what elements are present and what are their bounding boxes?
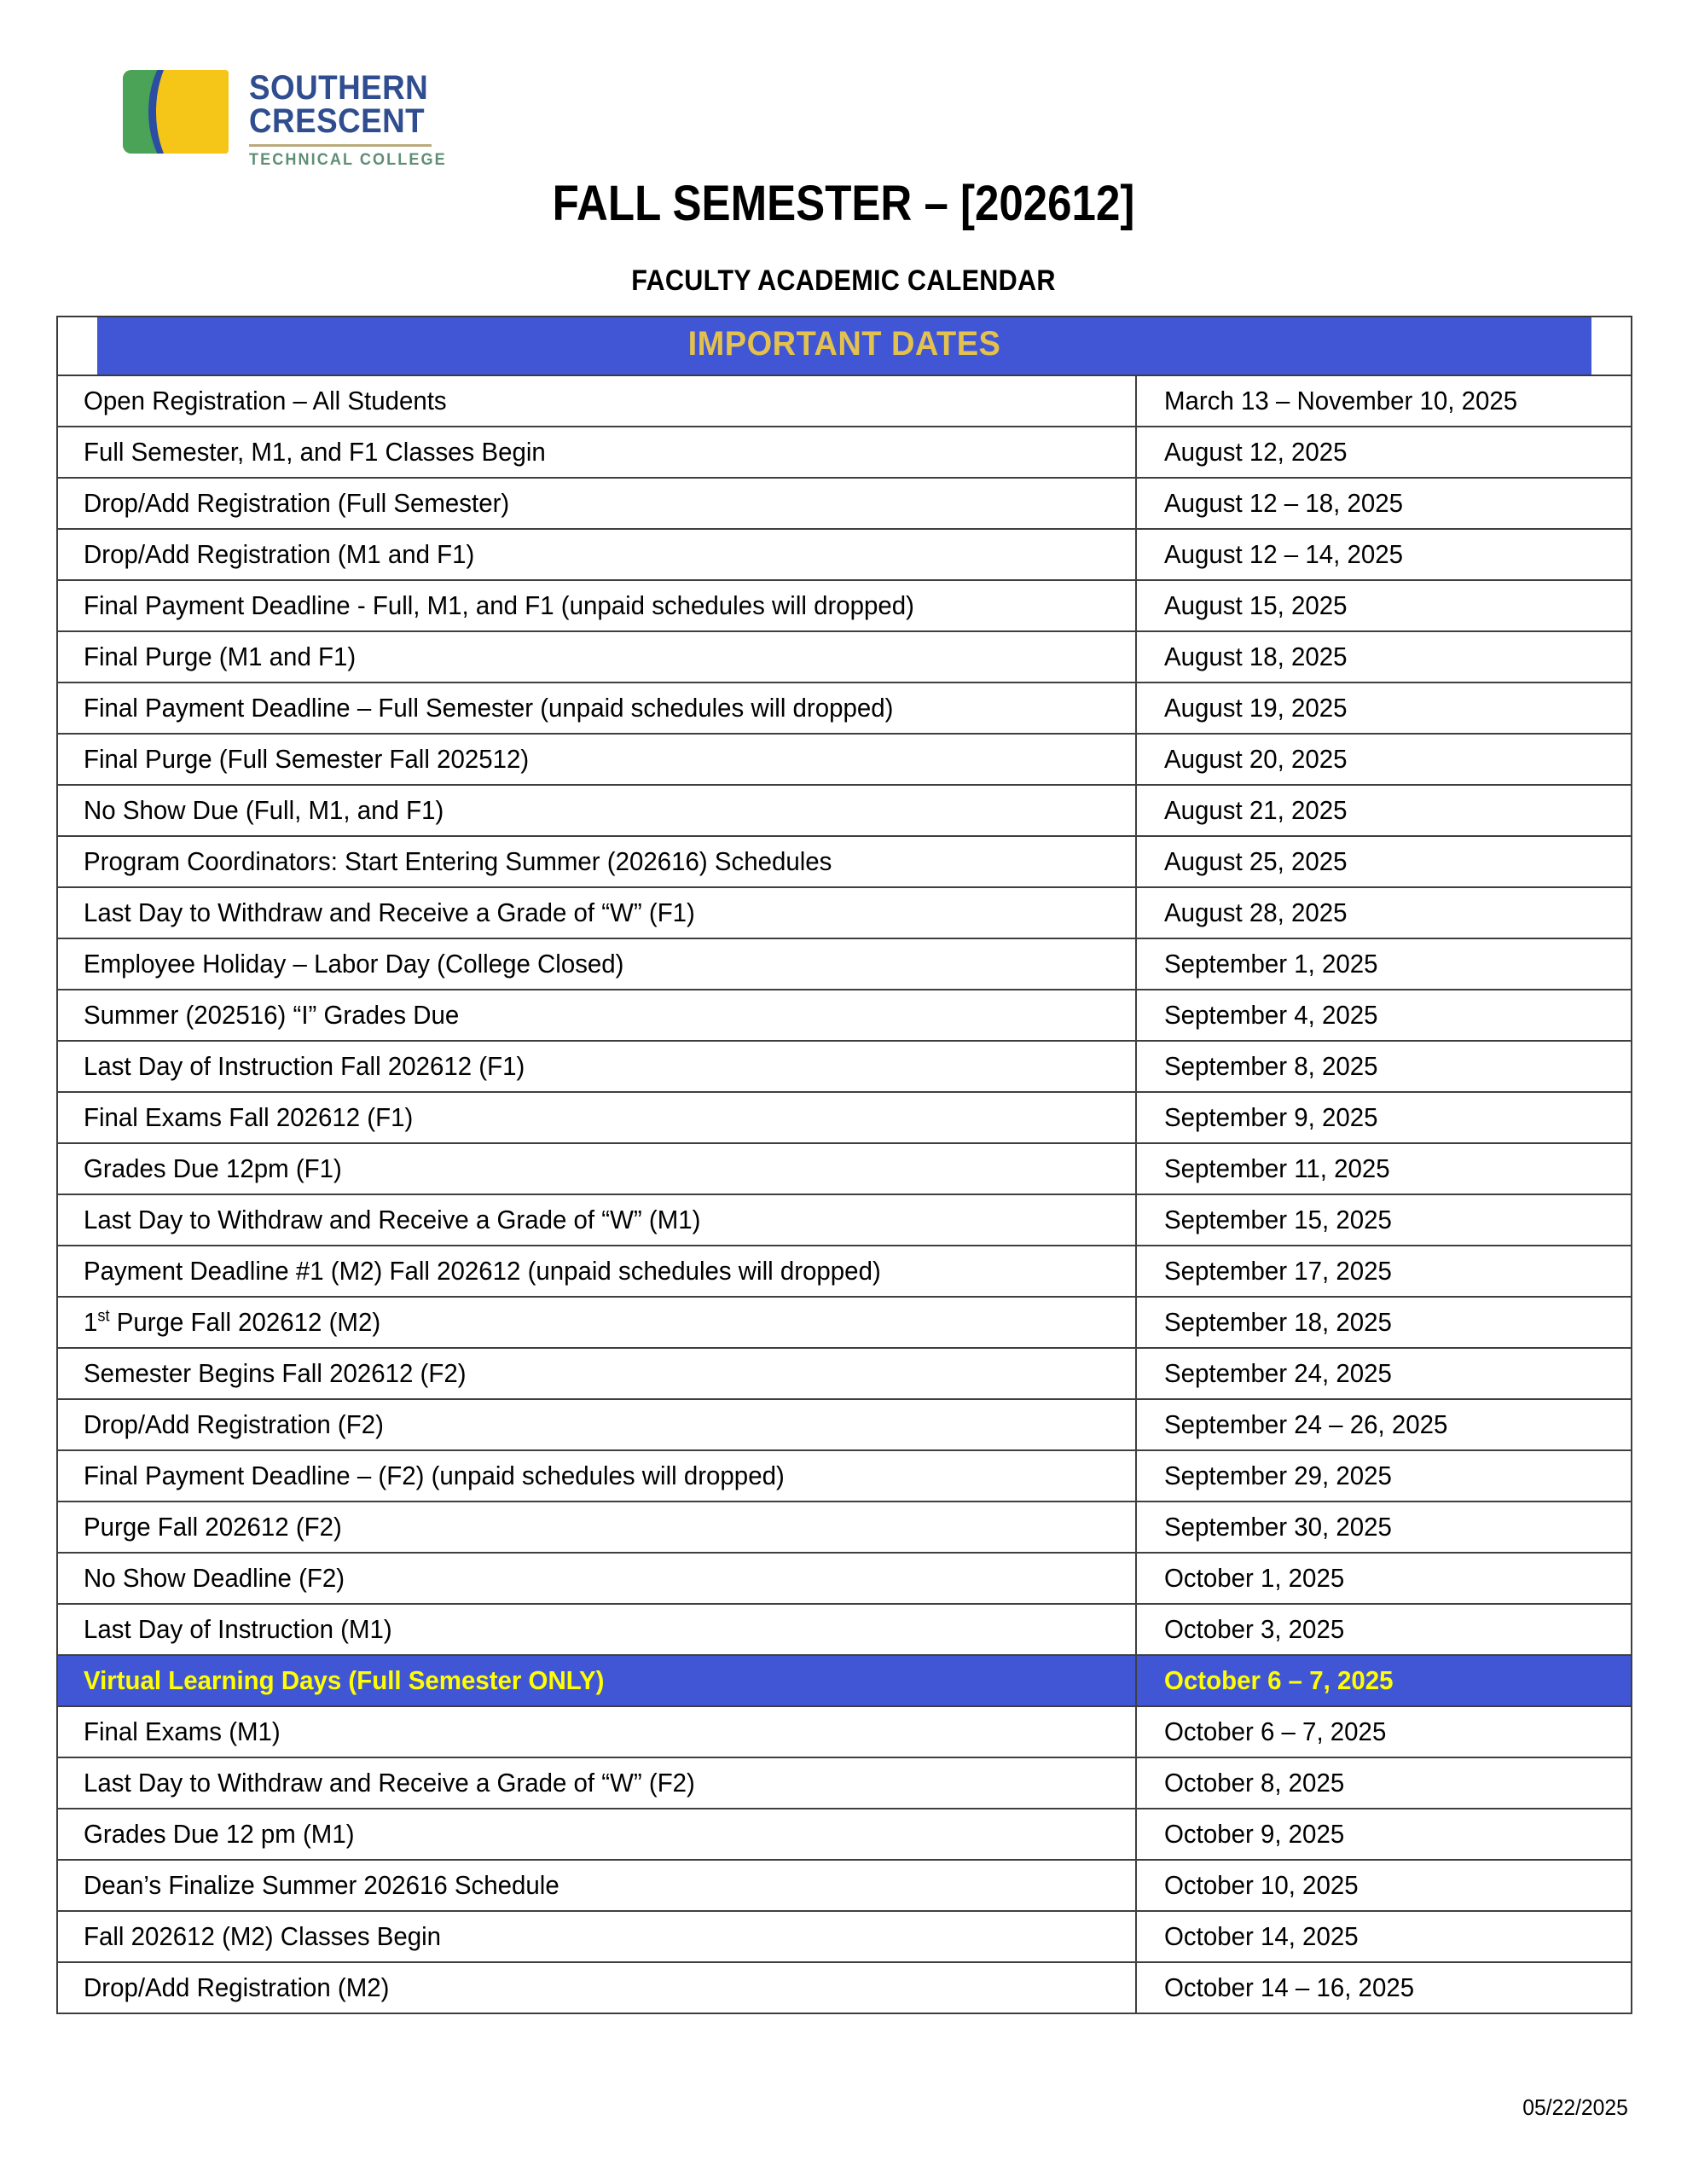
date-text: September 9, 2025	[1163, 1102, 1378, 1132]
event-text: Dean’s Finalize Summer 202616 Schedule	[84, 1870, 559, 1900]
event-cell	[57, 1604, 1136, 1655]
table-row	[57, 887, 1632, 938]
date-text: October 14 – 16, 2025	[1163, 1972, 1414, 2002]
date-cell	[1136, 1860, 1632, 1911]
date-cell	[1136, 1604, 1632, 1655]
date-cell	[1136, 1143, 1632, 1194]
event-text: Last Day to Withdraw and Receive a Grade of “W” (M1)	[84, 1205, 701, 1234]
logo-line-southern: SOUTHERN	[249, 69, 429, 107]
event-cell	[57, 1143, 1136, 1194]
event-text: Open Registration – All Students	[84, 386, 447, 415]
date-text: August 12, 2025	[1163, 437, 1348, 467]
date-text: August 21, 2025	[1163, 795, 1348, 825]
date-text: October 6 – 7, 2025	[1163, 1665, 1393, 1695]
date-cell	[1136, 734, 1632, 785]
table-row	[57, 529, 1632, 580]
table-row	[57, 1860, 1632, 1911]
date-text: October 10, 2025	[1163, 1870, 1359, 1900]
date-text: September 24, 2025	[1163, 1358, 1392, 1388]
event-cell	[57, 1553, 1136, 1604]
event-text: Full Semester, M1, and F1 Classes Begin	[84, 437, 546, 467]
event-text: No Show Due (Full, M1, and F1)	[84, 795, 444, 825]
date-text: October 6 – 7, 2025	[1163, 1716, 1386, 1746]
date-cell	[1136, 1502, 1632, 1553]
table-row	[57, 1092, 1632, 1143]
table-row	[57, 1962, 1632, 2013]
table-row	[57, 1450, 1632, 1502]
table-body	[57, 375, 1632, 2013]
date-text: October 3, 2025	[1163, 1614, 1344, 1644]
event-text: Final Purge (M1 and F1)	[84, 642, 357, 671]
event-text: Final Payment Deadline – (F2) (unpaid schedules will dropped)	[84, 1461, 785, 1490]
event-cell	[57, 1706, 1136, 1757]
date-text: August 12 – 14, 2025	[1163, 539, 1403, 569]
event-cell	[57, 1297, 1136, 1348]
table-row	[57, 427, 1632, 478]
event-cell	[57, 682, 1136, 734]
event-cell	[57, 1655, 1136, 1706]
event-text: Program Coordinators: Start Entering Summer (202616) Schedules	[84, 846, 832, 876]
table-row	[57, 1348, 1632, 1399]
date-cell	[1136, 1757, 1632, 1809]
event-text: Last Day of Instruction (M1)	[84, 1614, 392, 1644]
table-row	[57, 1194, 1632, 1246]
table-row	[57, 1041, 1632, 1092]
page-subtitle: FACULTY ACADEMIC CALENDAR	[631, 264, 1056, 297]
event-text: Drop/Add Registration (Full Semester)	[84, 488, 510, 518]
table-row	[57, 1246, 1632, 1297]
date-cell	[1136, 1655, 1632, 1706]
date-cell	[1136, 682, 1632, 734]
event-cell	[57, 631, 1136, 682]
table-row	[57, 1809, 1632, 1860]
date-cell	[1136, 427, 1632, 478]
date-cell	[1136, 1041, 1632, 1092]
date-text: September 24 – 26, 2025	[1163, 1409, 1447, 1439]
event-text: Fall 202612 (M2) Classes Begin	[84, 1921, 442, 1951]
table-row	[57, 1297, 1632, 1348]
event-cell	[57, 887, 1136, 938]
table-row	[57, 1143, 1632, 1194]
table-row	[57, 631, 1632, 682]
date-cell	[1136, 1399, 1632, 1450]
event-cell	[57, 1911, 1136, 1962]
table-row	[57, 1502, 1632, 1553]
event-text: Grades Due 12 pm (M1)	[84, 1819, 355, 1849]
event-text: Last Day to Withdraw and Receive a Grade of “W” (F2)	[84, 1768, 695, 1798]
event-cell	[57, 836, 1136, 887]
table-row	[57, 734, 1632, 785]
event-cell	[57, 1962, 1136, 2013]
table-row	[57, 836, 1632, 887]
logo-line-technical-college: TECHNICAL COLLEGE	[249, 151, 447, 170]
event-cell	[57, 938, 1136, 990]
date-cell	[1136, 887, 1632, 938]
date-text: September 4, 2025	[1163, 1000, 1378, 1030]
event-cell	[57, 1860, 1136, 1911]
table-header-title: IMPORTANT DATES	[96, 317, 1592, 375]
date-text: August 28, 2025	[1163, 897, 1348, 927]
event-text: Final Exams Fall 202612 (F1)	[84, 1102, 414, 1132]
event-text: Final Purge (Full Semester Fall 202512)	[84, 744, 530, 774]
date-text: August 15, 2025	[1163, 590, 1348, 620]
date-text: August 12 – 18, 2025	[1163, 488, 1403, 518]
table-row	[57, 1604, 1632, 1655]
calendar-table-wrapper	[56, 316, 1632, 2014]
event-text: Payment Deadline #1 (M2) Fall 202612 (unpaid schedules will dropped)	[84, 1256, 881, 1286]
event-cell	[57, 734, 1136, 785]
event-cell	[57, 990, 1136, 1041]
event-text: No Show Deadline (F2)	[84, 1563, 345, 1593]
event-text: Final Payment Deadline – Full Semester (unpaid schedules will dropped)	[84, 693, 894, 723]
table-row	[57, 1706, 1632, 1757]
college-logo	[123, 70, 457, 170]
date-text: September 18, 2025	[1163, 1307, 1392, 1337]
table-row	[57, 580, 1632, 631]
date-text: August 25, 2025	[1163, 846, 1348, 876]
date-text: October 9, 2025	[1163, 1819, 1344, 1849]
event-text: Last Day of Instruction Fall 202612 (F1)	[84, 1051, 525, 1081]
date-text: October 1, 2025	[1163, 1563, 1344, 1593]
date-cell	[1136, 785, 1632, 836]
event-cell	[57, 1092, 1136, 1143]
date-text: September 29, 2025	[1163, 1461, 1392, 1490]
table-row	[57, 1911, 1632, 1962]
date-cell	[1136, 1706, 1632, 1757]
document-header	[0, 0, 1687, 316]
table-header-row	[57, 317, 1632, 375]
date-cell	[1136, 1809, 1632, 1860]
event-text: Drop/Add Registration (M1 and F1)	[84, 539, 475, 569]
event-text: Drop/Add Registration (M2)	[84, 1972, 390, 2002]
event-text: Final Payment Deadline - Full, M1, and F1 (unpaid schedules will dropped)	[84, 590, 914, 620]
date-text: September 30, 2025	[1163, 1512, 1392, 1542]
important-dates-table	[56, 316, 1632, 2014]
date-cell	[1136, 1297, 1632, 1348]
event-text: Final Exams (M1)	[84, 1716, 281, 1746]
date-cell	[1136, 1348, 1632, 1399]
date-cell	[1136, 580, 1632, 631]
event-text: Drop/Add Registration (F2)	[84, 1409, 384, 1439]
table-row	[57, 375, 1632, 427]
table-row	[57, 938, 1632, 990]
page-title: FALL SEMESTER – [202612]	[552, 176, 1135, 231]
event-cell	[57, 1809, 1136, 1860]
event-text: Summer (202516) “I” Grades Due	[84, 1000, 460, 1030]
logo-divider	[249, 144, 432, 147]
table-row	[57, 785, 1632, 836]
table-row	[57, 1757, 1632, 1809]
date-cell	[1136, 1450, 1632, 1502]
footer-revision-date: 05/22/2025	[1522, 2094, 1628, 2120]
date-cell	[1136, 990, 1632, 1041]
logo-blue-crescent	[148, 70, 229, 154]
event-cell	[57, 375, 1136, 427]
date-cell	[1136, 836, 1632, 887]
logo-wordmark	[249, 70, 457, 170]
event-cell	[57, 1399, 1136, 1450]
date-text: September 15, 2025	[1163, 1205, 1392, 1234]
event-cell	[57, 1194, 1136, 1246]
date-text: August 18, 2025	[1163, 642, 1348, 671]
event-text: Purge Fall 202612 (F2)	[84, 1512, 342, 1542]
date-text: October 8, 2025	[1163, 1768, 1344, 1798]
table-row	[57, 1655, 1632, 1706]
date-text: September 11, 2025	[1163, 1153, 1390, 1183]
table-row	[57, 990, 1632, 1041]
date-cell	[1136, 478, 1632, 529]
event-text: Virtual Learning Days (Full Semester ONLY)	[84, 1665, 605, 1695]
date-cell	[1136, 1246, 1632, 1297]
date-text: September 1, 2025	[1163, 949, 1378, 979]
event-text: Employee Holiday – Labor Day (College Closed)	[84, 949, 624, 979]
date-cell	[1136, 529, 1632, 580]
event-text: Grades Due 12pm (F1)	[84, 1153, 342, 1183]
date-cell	[1136, 938, 1632, 990]
event-cell	[57, 580, 1136, 631]
event-cell	[57, 427, 1136, 478]
date-cell	[1136, 1553, 1632, 1604]
logo-crescent-icon	[123, 70, 229, 154]
date-cell	[1136, 631, 1632, 682]
date-text: August 20, 2025	[1163, 744, 1348, 774]
event-cell	[57, 1041, 1136, 1092]
event-cell	[57, 1450, 1136, 1502]
event-text: Semester Begins Fall 202612 (F2)	[84, 1358, 467, 1388]
table-row	[57, 1399, 1632, 1450]
event-cell	[57, 478, 1136, 529]
date-cell	[1136, 1092, 1632, 1143]
event-cell	[57, 1246, 1136, 1297]
event-cell	[57, 529, 1136, 580]
date-cell	[1136, 1962, 1632, 2013]
date-text: August 19, 2025	[1163, 693, 1348, 723]
date-cell	[1136, 375, 1632, 427]
event-cell	[57, 1757, 1136, 1809]
date-cell	[1136, 1911, 1632, 1962]
event-cell	[57, 1348, 1136, 1399]
event-text: 1st Purge Fall 202612 (M2)	[84, 1307, 381, 1337]
date-text: October 14, 2025	[1163, 1921, 1359, 1951]
table-row	[57, 682, 1632, 734]
table-row	[57, 1553, 1632, 1604]
table-row	[57, 478, 1632, 529]
event-text: Last Day to Withdraw and Receive a Grade of “W” (F1)	[84, 897, 695, 927]
event-cell	[57, 1502, 1136, 1553]
event-cell	[57, 785, 1136, 836]
logo-line-crescent: CRESCENT	[249, 102, 426, 141]
date-text: September 17, 2025	[1163, 1256, 1392, 1286]
date-text: March 13 – November 10, 2025	[1163, 386, 1517, 415]
date-cell	[1136, 1194, 1632, 1246]
date-text: September 8, 2025	[1163, 1051, 1378, 1081]
